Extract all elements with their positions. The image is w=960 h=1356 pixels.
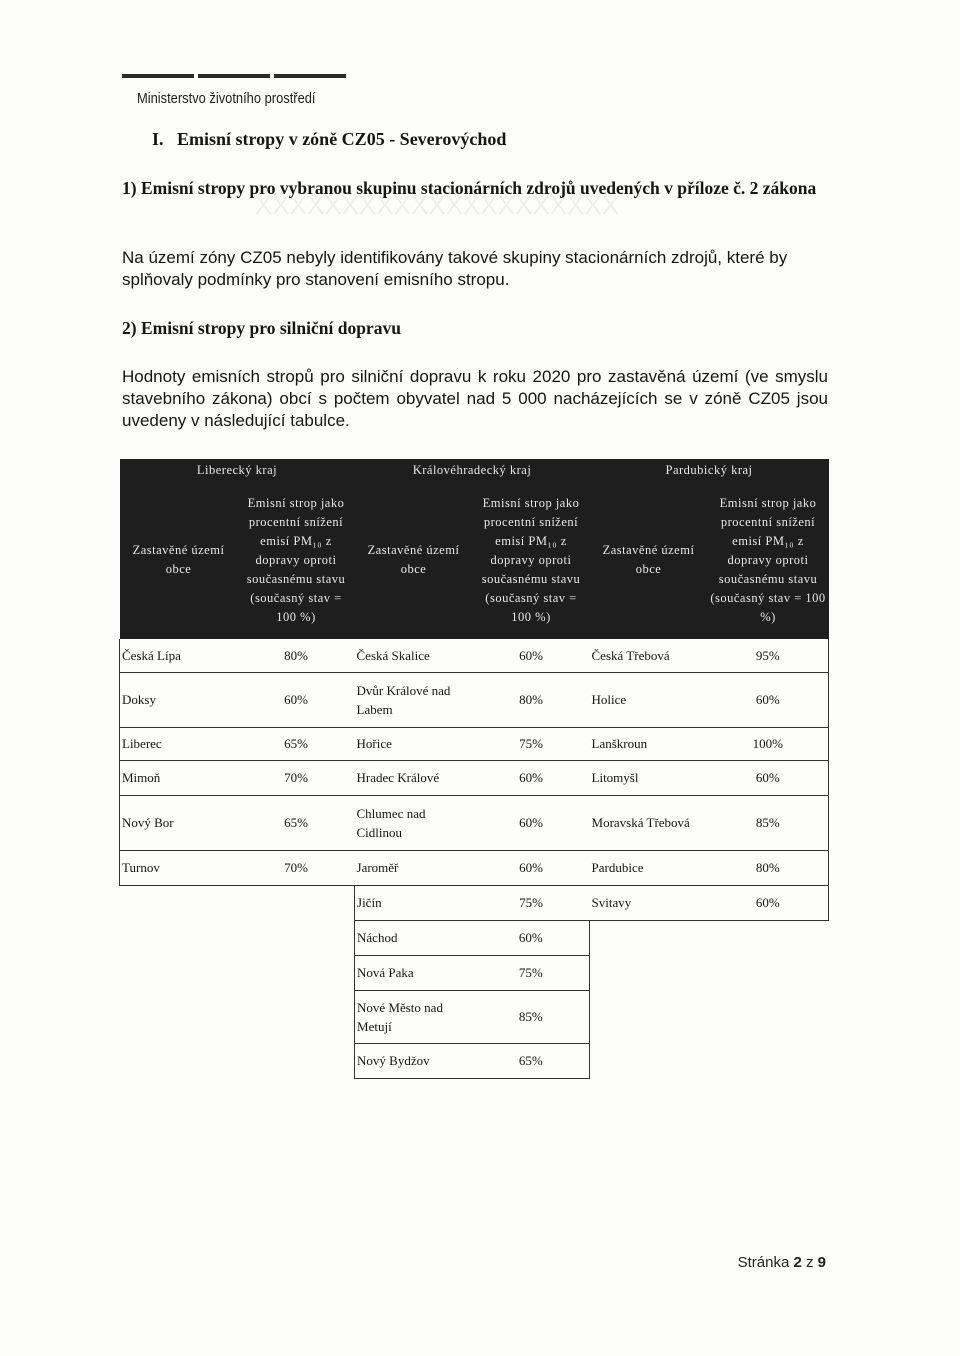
col-header-value: Emisní strop jako procentní snížení emisí PM₁₀ z dopravy oproti současnému stavu (současný stav = 100 %)	[238, 481, 355, 639]
cell-pardubicky-value: 100%	[708, 727, 829, 760]
cell-liberecky-town	[120, 955, 238, 990]
cell-pardubicky-value	[708, 990, 829, 1043]
region-pardubicky: Pardubický kraj	[590, 459, 829, 481]
page-number	[738, 1254, 826, 1271]
cell-kralovehradecky-town: Česká Skalice	[355, 639, 473, 672]
cell-kralovehradecky-town: Chlumec nad Cidlinou	[355, 795, 473, 850]
cell-kralovehradecky-town: Jaroměř	[355, 850, 473, 885]
table-row	[120, 850, 829, 885]
table-row	[120, 795, 829, 850]
cell-pardubicky-town: Svitavy	[590, 885, 708, 920]
region-kralovehradecky: Královéhradecký kraj	[355, 459, 590, 481]
cell-liberecky-value: 70%	[238, 850, 355, 885]
cell-liberecky-town	[120, 920, 238, 955]
table-row	[120, 885, 829, 920]
cell-liberecky-town: Liberec	[120, 727, 238, 760]
table-row	[120, 955, 829, 990]
cell-liberecky-town: Mimoň	[120, 760, 238, 795]
table-row	[120, 990, 829, 1043]
cell-kralovehradecky-town: Náchod	[355, 920, 473, 955]
page-label: Stránka	[737, 1254, 790, 1271]
table-row	[120, 639, 829, 672]
bleed-through-heading: XXXXXXXXXXXXXXXXXXXXX	[255, 190, 620, 220]
cell-liberecky-town: Turnov	[120, 850, 238, 885]
page-current: 2	[793, 1254, 802, 1271]
cell-pardubicky-town: Lanškroun	[590, 727, 708, 760]
cell-liberecky-value	[238, 990, 355, 1043]
cell-kralovehradecky-value: 85%	[473, 990, 590, 1043]
cell-liberecky-value	[238, 885, 355, 920]
cell-kralovehradecky-town: Nové Město nad Metují	[355, 990, 473, 1043]
section-heading: I. Emisní stropy v zóně CZ05 - Severovýchod	[152, 129, 507, 149]
paragraph-road-transport: Hodnoty emisních stropů pro silniční dopravu k roku 2020 pro zastavěná území (ve smyslu stavebního zákona) obcí s počtem obyvatel nad 5 000 nacházejících se v zóně CZ05 jsou uvedeny v následující tabulce.	[122, 367, 828, 430]
cell-liberecky-town	[120, 1043, 238, 1078]
cell-pardubicky-town: Moravská Třebová	[590, 795, 708, 850]
ministry-name: Ministerstvo životního prostředí	[137, 90, 316, 107]
cell-pardubicky-town: Holice	[590, 672, 708, 727]
cell-liberecky-town	[120, 990, 238, 1043]
table-body	[120, 639, 829, 1078]
cell-liberecky-town: Doksy	[120, 672, 238, 727]
subheading-road-transport: 2) Emisní stropy pro silniční dopravu	[122, 318, 401, 338]
subheading-stationary-sources: 1) Emisní stropy pro vybranou skupinu stacionárních zdrojů uvedených v příloze č. 2 zákona	[122, 178, 817, 198]
cell-pardubicky-town	[590, 920, 708, 955]
col-header-value: Emisní strop jako procentní snížení emisí PM₁₀ z dopravy oproti současnému stavu (současný stav = 100 %)	[708, 481, 829, 639]
cell-pardubicky-town	[590, 955, 708, 990]
cell-pardubicky-value	[708, 1043, 829, 1078]
col-header-town: Zastavěné území obce	[120, 481, 238, 639]
cell-liberecky-value	[238, 955, 355, 990]
header-bar	[198, 74, 270, 78]
emission-ceiling-table	[119, 459, 829, 1079]
cell-pardubicky-town	[590, 1043, 708, 1078]
cell-kralovehradecky-town: Hradec Králové	[355, 760, 473, 795]
region-liberecky: Liberecký kraj	[120, 459, 355, 481]
cell-liberecky-value: 65%	[238, 795, 355, 850]
header-bar	[122, 74, 194, 78]
cell-pardubicky-town: Pardubice	[590, 850, 708, 885]
header-bar	[274, 74, 346, 78]
cell-kralovehradecky-value: 75%	[473, 885, 590, 920]
cell-pardubicky-value: 60%	[708, 885, 829, 920]
cell-kralovehradecky-value: 60%	[473, 639, 590, 672]
cell-liberecky-value	[238, 920, 355, 955]
paragraph-stationary-sources: Na území zóny CZ05 nebyly identifikovány takové skupiny stacionárních zdrojů, které by splňovaly podmínky pro stanovení emisního stropu.	[122, 248, 788, 289]
column-header-row	[120, 481, 829, 639]
page-total: 9	[817, 1254, 826, 1271]
col-header-town: Zastavěné území obce	[590, 481, 708, 639]
cell-pardubicky-town: Česká Třebová	[590, 639, 708, 672]
cell-pardubicky-town	[590, 990, 708, 1043]
cell-pardubicky-value: 95%	[708, 639, 829, 672]
cell-liberecky-town	[120, 885, 238, 920]
cell-liberecky-value: 60%	[238, 672, 355, 727]
cell-kralovehradecky-town: Jičín	[355, 885, 473, 920]
cell-kralovehradecky-value: 80%	[473, 672, 590, 727]
table-row	[120, 727, 829, 760]
cell-kralovehradecky-town: Nová Paka	[355, 955, 473, 990]
header-rule	[122, 74, 346, 78]
table-row	[120, 920, 829, 955]
cell-liberecky-value	[238, 1043, 355, 1078]
cell-liberecky-value: 80%	[238, 639, 355, 672]
cell-kralovehradecky-value: 60%	[473, 795, 590, 850]
table-row	[120, 1043, 829, 1078]
cell-liberecky-town: Česká Lípa	[120, 639, 238, 672]
table-row	[120, 672, 829, 727]
cell-kralovehradecky-value: 75%	[473, 727, 590, 760]
cell-kralovehradecky-value: 65%	[473, 1043, 590, 1078]
cell-pardubicky-town: Litomyšl	[590, 760, 708, 795]
cell-pardubicky-value	[708, 920, 829, 955]
cell-kralovehradecky-town: Hořice	[355, 727, 473, 760]
cell-pardubicky-value	[708, 955, 829, 990]
cell-kralovehradecky-value: 60%	[473, 920, 590, 955]
cell-kralovehradecky-town: Dvůr Králové nad Labem	[355, 672, 473, 727]
cell-pardubicky-value: 60%	[708, 672, 829, 727]
cell-pardubicky-value: 80%	[708, 850, 829, 885]
col-header-value: Emisní strop jako procentní snížení emisí PM₁₀ z dopravy oproti současnému stavu (současný stav = 100 %)	[473, 481, 590, 639]
col-header-town: Zastavěné území obce	[355, 481, 473, 639]
cell-kralovehradecky-value: 75%	[473, 955, 590, 990]
cell-kralovehradecky-value: 60%	[473, 850, 590, 885]
cell-liberecky-town: Nový Bor	[120, 795, 238, 850]
region-header-row	[120, 459, 829, 481]
cell-pardubicky-value: 60%	[708, 760, 829, 795]
cell-kralovehradecky-town: Nový Bydžov	[355, 1043, 473, 1078]
page-separator: z	[805, 1254, 814, 1271]
cell-kralovehradecky-value: 60%	[473, 760, 590, 795]
cell-pardubicky-value: 85%	[708, 795, 829, 850]
table-row	[120, 760, 829, 795]
cell-liberecky-value: 70%	[238, 760, 355, 795]
cell-liberecky-value: 65%	[238, 727, 355, 760]
